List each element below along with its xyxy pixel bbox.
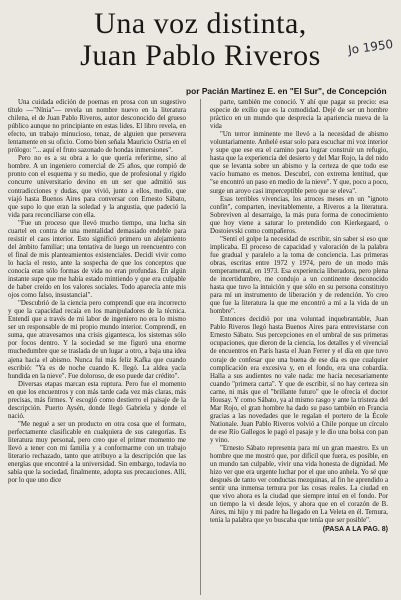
- paragraph: Pero no es a su obra a lo que quería referirme, sino al hombre. A un ingeniero comercial de 25 años, que rompió de pronto con el esquema y su medio, que de profesional y rígido concurre universitario devino en un ser que admitió sus contradicciones y dudas, que vivió, junto a ellos, medio, que viajó hasta Buenos Aires para conversar con Ernesto Sábato, que supo lo que eran la soledad y la angustia, que padeció la vida para reconciliarse con ella.: [8, 155, 186, 219]
- left-column: [8, 99, 186, 595]
- continuation-note: (PASA A LA PAG. 8): [322, 526, 388, 534]
- paragraph: "Un terror inminente me llevó a la necesidad de abismo voluntariamente. Anhelé estar solo para escuchar mi voz interior y supe que ese era el camino para lograr construir un refugio, hasta que la experiencia del desierto y del Mar Rojo, la del nido que se levanta sobre un abismo y la certeza de que todo ese vacío humano es menos. Descubrí, con extrema lentitud, que "se encontró un paso en medio de la nieve". Y que, poco a poco, surge un aroyo casi imperceptible pero que se eleva".: [210, 131, 388, 195]
- paragraph: "Me negué a ser un producto en otra cosa que el formato, perfectamente clasificable en cualquiera de sus categorías. Es literatura muy personal, pero creo que el primer momento me llevó a tener con mi familia y a conformarme con un trabajo literario rechazado, tanto que atribuyo a la descripción que las energías que encontré a la universidad. Sin embargo, todavía no sabía que la sociedad, finalmente, adopta sus precauciones. Allí, por lo que uno dice: [8, 420, 186, 485]
- byline: por Pacián Martínez E. en "El Sur", de Concepción: [186, 86, 387, 96]
- paragraph: Esas terribles vivencias, los atroces meses en un "ignoto confín", comparten, inevitablemente, a Riveros a la literatura. Sobreviven al desarraigo, la más pura forma de conocimiento que hoy viene a saturar lo pretendido con Kierkegaard, o Dostoievski como compañeros.: [210, 195, 388, 235]
- paragraph: "Descubrió de la ciencia pero comprendí que era incorrecto y que la capacidad recaía en los manipuladores de la técnica. Entendí que a través de mi labor de ingeniero no era lo mismo ser un responsable de mi propio mundo interior. Comprendí, en suma, que atravesamos una crisis gigantesca, los sistemas sólo por focos dentro. Y la sociedad se me figuró una enorme muchedumbre que se traslada de un lugar a otro, a baja una idea ajena hacia el abismo. Nunca fui más feliz Kafka que cuando escribió: "Ya es de noche cuando K. llegó. La aldea yacía hundida en la nieve". Fue doloroso, de eso puede dar crédito".: [8, 300, 186, 380]
- headline-line-1: Una voz distinta,: [94, 7, 307, 40]
- paragraph: "Ernesto Sábato representa para mí un gran maestro. Es un hombre que me mostró que, por difícil que fuera, es posible, en un mundo tan culpable, vivir una vida honesta de dignidad. Me hizo ver que era urgente luchar por el que uno anhela. Yo sé que después de tanto ver conductas mezquinas, al fin he aprendido a sentir una inmensa ternura por las cosas reales. La ciudad en que vivo ahora es la ciudad que siempre intuí en el fondo. Por un tiempo la vi desde lejos, y ahora que en el corazón de B. Aires, mi hijo y mi padre ha llegado en La Veleta en él. Ternura, tenía la palabra que yo buscaba que tenía que ser posible".: [210, 445, 388, 525]
- paragraph: "Sentí el golpe la necesidad de escribir, sin saber si eso que implicaba. El proceso de capacidad y valoración de la palabra fue gradual y paralelo a la toma de conciencia. Las primeras obras, escritas entre 1972 y 1974, pero de un modo más temperamental, en 1973. Esa experiencia liberadora, pero plena de incertidumbre, me condujo a un continente desconocido hasta que tuvo la intuición y que sólo en su persona constituyo para mí un instrumento de liberación y de redención. Yo creo que fue la literatura la que me encontró a mí a la vida de un hombre".: [210, 235, 388, 316]
- paragraph: Diversas etapas marcan esta ruptura. Pero fue el momento en que los encuentros y con más tarde cada vez más claras, más precisas, más firmes. Y escogió como destierro el paisaje de la descripción. Puerto Aysén, donde llegó Gabriela y donde el nació.: [8, 380, 186, 420]
- column-divider: [200, 99, 201, 595]
- right-column: [210, 99, 388, 595]
- headline-line-2: Juan Pablo Riveros: [80, 39, 321, 72]
- paragraph: Entonces decidió por una voluntad inquebrantable, Juan Pablo Riveros llegó hasta Buenos Aires para entrevistarse con Ernesto Sábato. Sus percepciones en el umbral de sus primeras ocupaciones, que dieron de la ciencia, los detalles y el vivencial de encuentros en París hasta el Juan Ferrer y el día en que tuvo coraje de confesar que una buena de ese día es que cualquier complicación era excesiva y, en el fondo, era una cobardía. Halla a sus audientes no vale nada: me hacía necesariamente cuando "primera carta". Y que de escribir, sí no hay certeza sin carne, ni más que el "brillante futuro" que le ofrecía el doctor Housay. Y como Sábato, ya al mismo rasgo y ante la tristeza del Mar Rojo, el gran hombre ha dado su paso también en Francia gracias a las novedades que le regalan el portero de la École Nationale. Juan Pablo Riveros volvió a Chile porque un círculo de ese Río Gallegos le pagó el pasaje y le dio una bolsa con pan y vino.: [210, 316, 388, 444]
- paragraph: parte, también me conoció. Y ahí que pagar su precio: esa especie de exilio que es la comodidad. Dejé de ser un hombre práctico en un mundo que desprecia la apariencia nueva de la vida: [210, 99, 388, 131]
- paragraph: Una cuidada edición de poemas en prosa con un sugestivo título —"Nínia"— revela un nombre nuevo en la literatura chilena, el de Juan Pablo Riveros, autor desconocido del grueso público aunque no principiante en estas lides. El libro revela, en efecto, un trabajo minucioso, tenaz, de alguien que persevera lentamente en su oficio. Como bien señala Mauricio Ostria en el prólogo: "... aquí el fruto sazonado de hondas inmersiones".: [8, 99, 186, 155]
- paragraph: "Fue un proceso que llevó mucho tiempo, una lucha sin cuartel en contra de una mentalidad demasiado endeble para resistir el caos interior. Esto significó primero un alejamiento del ámbito familiar; una tentativa de luego un reencuentro con el final de mis planteamientos existenciales. Decidí vivir como lo hacía el resto, ante la sospecha de que los conceptos que conocía eran sólo formas de vida no eran profundas. En algún instante supe que me había estado mintiendo y que era culpable de haber creído en los valores sociales. Todo aparecía ante mis ojos como falso, insustancial".: [8, 219, 186, 300]
- handwritten-note: Jo 1950: [347, 36, 394, 58]
